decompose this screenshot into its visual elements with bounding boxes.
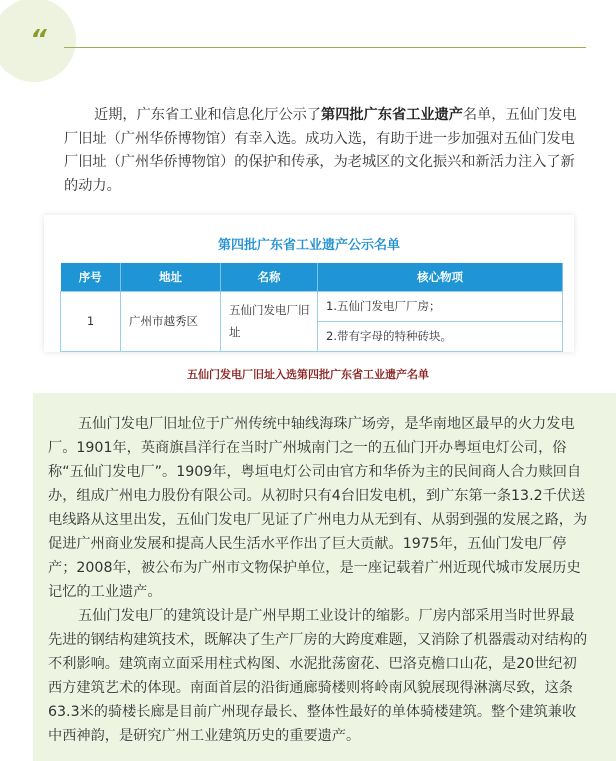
- cell-address: 广州市越秀区: [121, 291, 221, 351]
- cell-name: 五仙门发电厂旧址: [221, 291, 318, 351]
- table-header-row: [61, 263, 563, 291]
- heritage-list-image: [44, 215, 574, 352]
- divider-line: [64, 47, 586, 48]
- header-items: 核心物项: [318, 263, 563, 291]
- table-row: [61, 291, 563, 321]
- heritage-table: [60, 263, 563, 352]
- cell-no: 1: [61, 291, 121, 351]
- header-name: 名称: [221, 263, 318, 291]
- image-caption: 五仙门发电厂旧址入选第四批广东省工业遗产名单: [187, 368, 429, 381]
- paragraph-architecture: 五仙门发电厂的建筑设计是广州早期工业设计的缩影。厂房内部采用当时世界最先进的钢结构建筑技术，既解决了生产厂房的大跨度难题，又消除了机器震动对结构的不利影响。建筑南立面采用柱式构图、水泥批荡窗花、巴洛克檐口山花，是20世纪初西方建筑艺术的体现。南面首层的沿街通廊骑楼则将岭南风貌展现得淋漓尽致，这条63.3米的骑楼长廊是目前广州现存最长、整体性最好的单体骑楼建筑。整个建筑兼收中西神韵，是研究广州工业建筑历史的重要遗产。: [48, 608, 588, 744]
- intro-text-end: 名单，五仙门发电厂旧址（广州华侨博物馆）有幸入选。成功入选，有助于进一步加强对五仙门发电厂旧址（广州华侨博物馆）的保护和传承，为老城区的文化振兴和新活力注入了新的动力。: [64, 107, 577, 194]
- list-title: 第四批广东省工业遗产公示名单: [217, 238, 400, 253]
- cell-item-1: 1.五仙门发电厂厂房；: [318, 291, 563, 321]
- paragraph-history: 五仙门发电厂旧址位于广州传统中轴线海珠广场旁，是华南地区最早的火力发电厂。1901年，英商旗昌洋行在当时广州城南门之一的五仙门开办粤垣电灯公司，俗称“五仙门发电厂”。1909年，粤垣电灯公司由官方和华侨为主的民间商人合力赎回自办，组成广州电力股份有限公司。从初时只有4台旧发电机，到广东第一条13.2千伏送电线路从这里出发，五仙门发电厂见证了广州电力从无到有、从弱到强的发展之路，为促进广州商业发展和提高人民生活水平作出了巨大贡献。1975年，五仙门发电厂停产；2008年，被公布为广州市文物保护单位，是一座记载着广州近现代城市发展历史记忆的工业遗产。: [48, 416, 588, 600]
- intro-text-start: 近期，广东省工业和信息化厅公示了: [94, 107, 322, 123]
- header-no: 序号: [61, 263, 121, 291]
- intro-paragraph: [64, 104, 584, 198]
- intro-highlight: 第四批广东省工业遗产: [321, 107, 463, 123]
- quote-mark-icon: “: [30, 25, 45, 55]
- cell-item-2: 2.带有字母的特种砖块。: [318, 321, 563, 351]
- header-address: 地址: [121, 263, 221, 291]
